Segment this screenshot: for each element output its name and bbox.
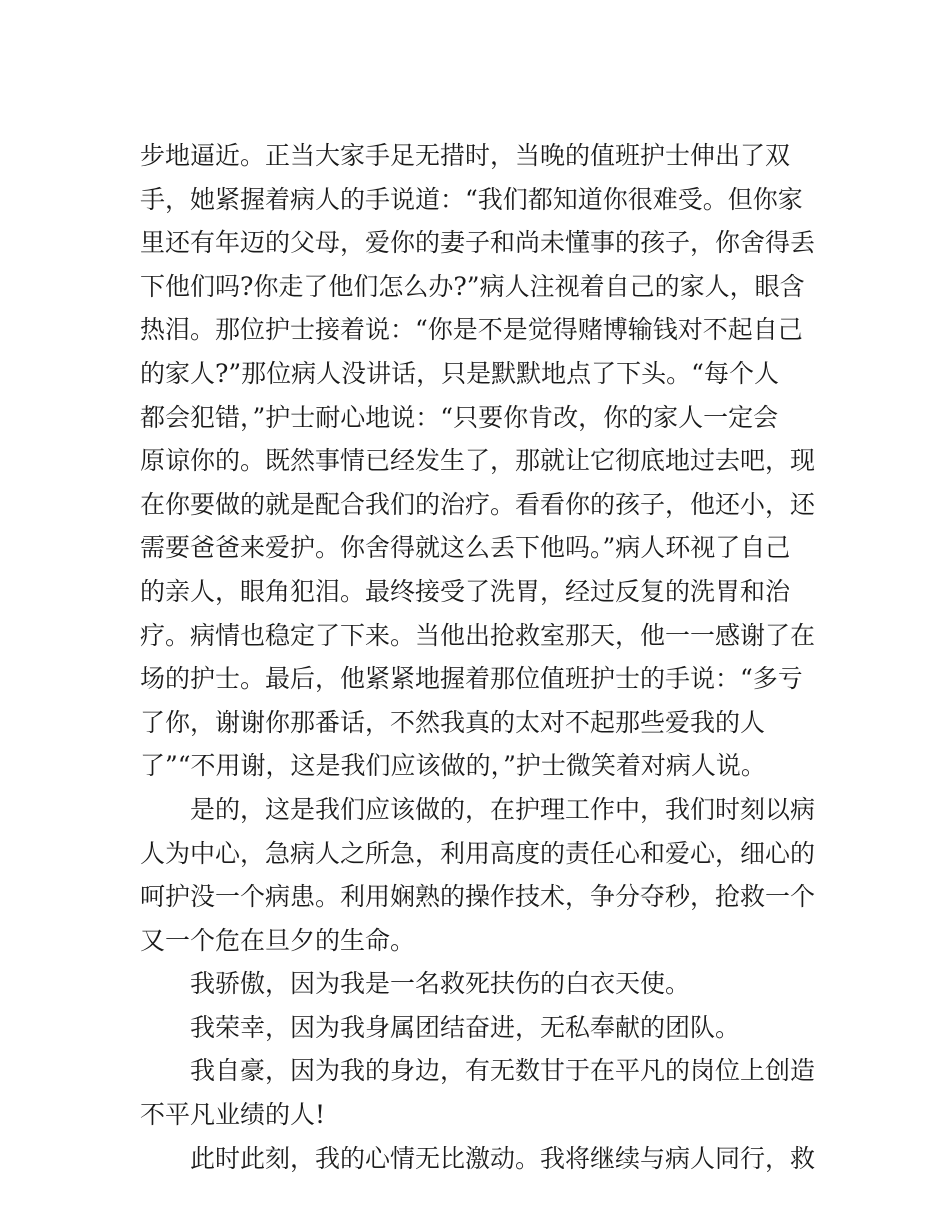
text-line: 需要爸爸来爱护。你舍得就这么丢下他吗。”病人环视了自己 [140, 533, 791, 563]
paragraph-honored-team [140, 1006, 815, 1050]
text-line: 了你，谢谢你那番话，不然我真的太对不起那些爱我的人 [140, 707, 766, 737]
text-line: 步地逼近。正当大家手足无措时，当晚的值班护士伸出了双 [140, 141, 791, 170]
paragraph-proud-colleagues [140, 1049, 815, 1136]
text-line: 里还有年迈的父母，爱你的妻子和尚未懂事的孩子，你舍得丢 [140, 228, 816, 258]
paragraph-nurse-story [140, 134, 815, 788]
text-line: 是的，这是我们应该做的，在护理工作中，我们时刻以病 [190, 794, 816, 824]
paragraph-our-duty [140, 788, 815, 962]
text-line: 我自豪，因为我的身边，有无数甘于在平凡的岗位上创造 [190, 1056, 816, 1086]
text-line: 此时此刻，我的心情无比激动。我将继续与病人同行，救 [190, 1143, 816, 1173]
text-line: 在你要做的就是配合我们的治疗。看看你的孩子，他还小，还 [140, 489, 816, 519]
text-line: 我骄傲，因为我是一名救死扶伤的白衣天使。 [190, 969, 691, 999]
document-body [140, 134, 815, 1180]
text-line: 了”“不用谢，这是我们应该做的，”护士微笑着对病人说。 [140, 751, 766, 781]
text-line: 人为中心，急病人之所急，利用高度的责任心和爱心，细心的 [140, 838, 816, 868]
text-line: 疗。病情也稳定了下来。当他出抢救室那天，他一一感谢了在 [140, 620, 816, 650]
text-line: 呵护没一个病患。利用娴熟的操作技术，争分夺秒，抢救一个 [140, 882, 816, 912]
paragraph-closing [140, 1137, 815, 1181]
text-line: 场的护士。最后，他紧紧地握着那位值班护士的手说：“多亏 [140, 664, 803, 694]
text-line: 都会犯错，”护士耐心地说：“只要你肯改，你的家人一定会 [140, 402, 779, 432]
text-line: 不平凡业绩的人! [140, 1100, 326, 1130]
text-line: 原谅你的。既然事情已经发生了，那就让它彻底地过去吧，现 [140, 446, 816, 476]
text-line: 的亲人，眼角犯泪。最终接受了洗胃，经过反复的洗胃和治 [140, 576, 791, 606]
text-line: 手，她紧握着病人的手说道：“我们都知道你很难受。但你家 [140, 184, 803, 214]
paragraph-proud-angel [140, 962, 815, 1006]
text-line: 又一个危在旦夕的生命。 [140, 925, 416, 955]
text-line: 热泪。那位护士接着说：“你是不是觉得赌博输钱对不起自己 [140, 315, 803, 345]
text-line: 我荣幸，因为我身属团结奋进，无私奉献的团队。 [190, 1012, 741, 1042]
text-line: 下他们吗?你走了他们怎么办?”病人注视着自己的家人，眼含 [140, 271, 805, 301]
text-line: 的家人?”那位病人没讲话，只是默默地点了下头。“每个人 [140, 358, 779, 388]
